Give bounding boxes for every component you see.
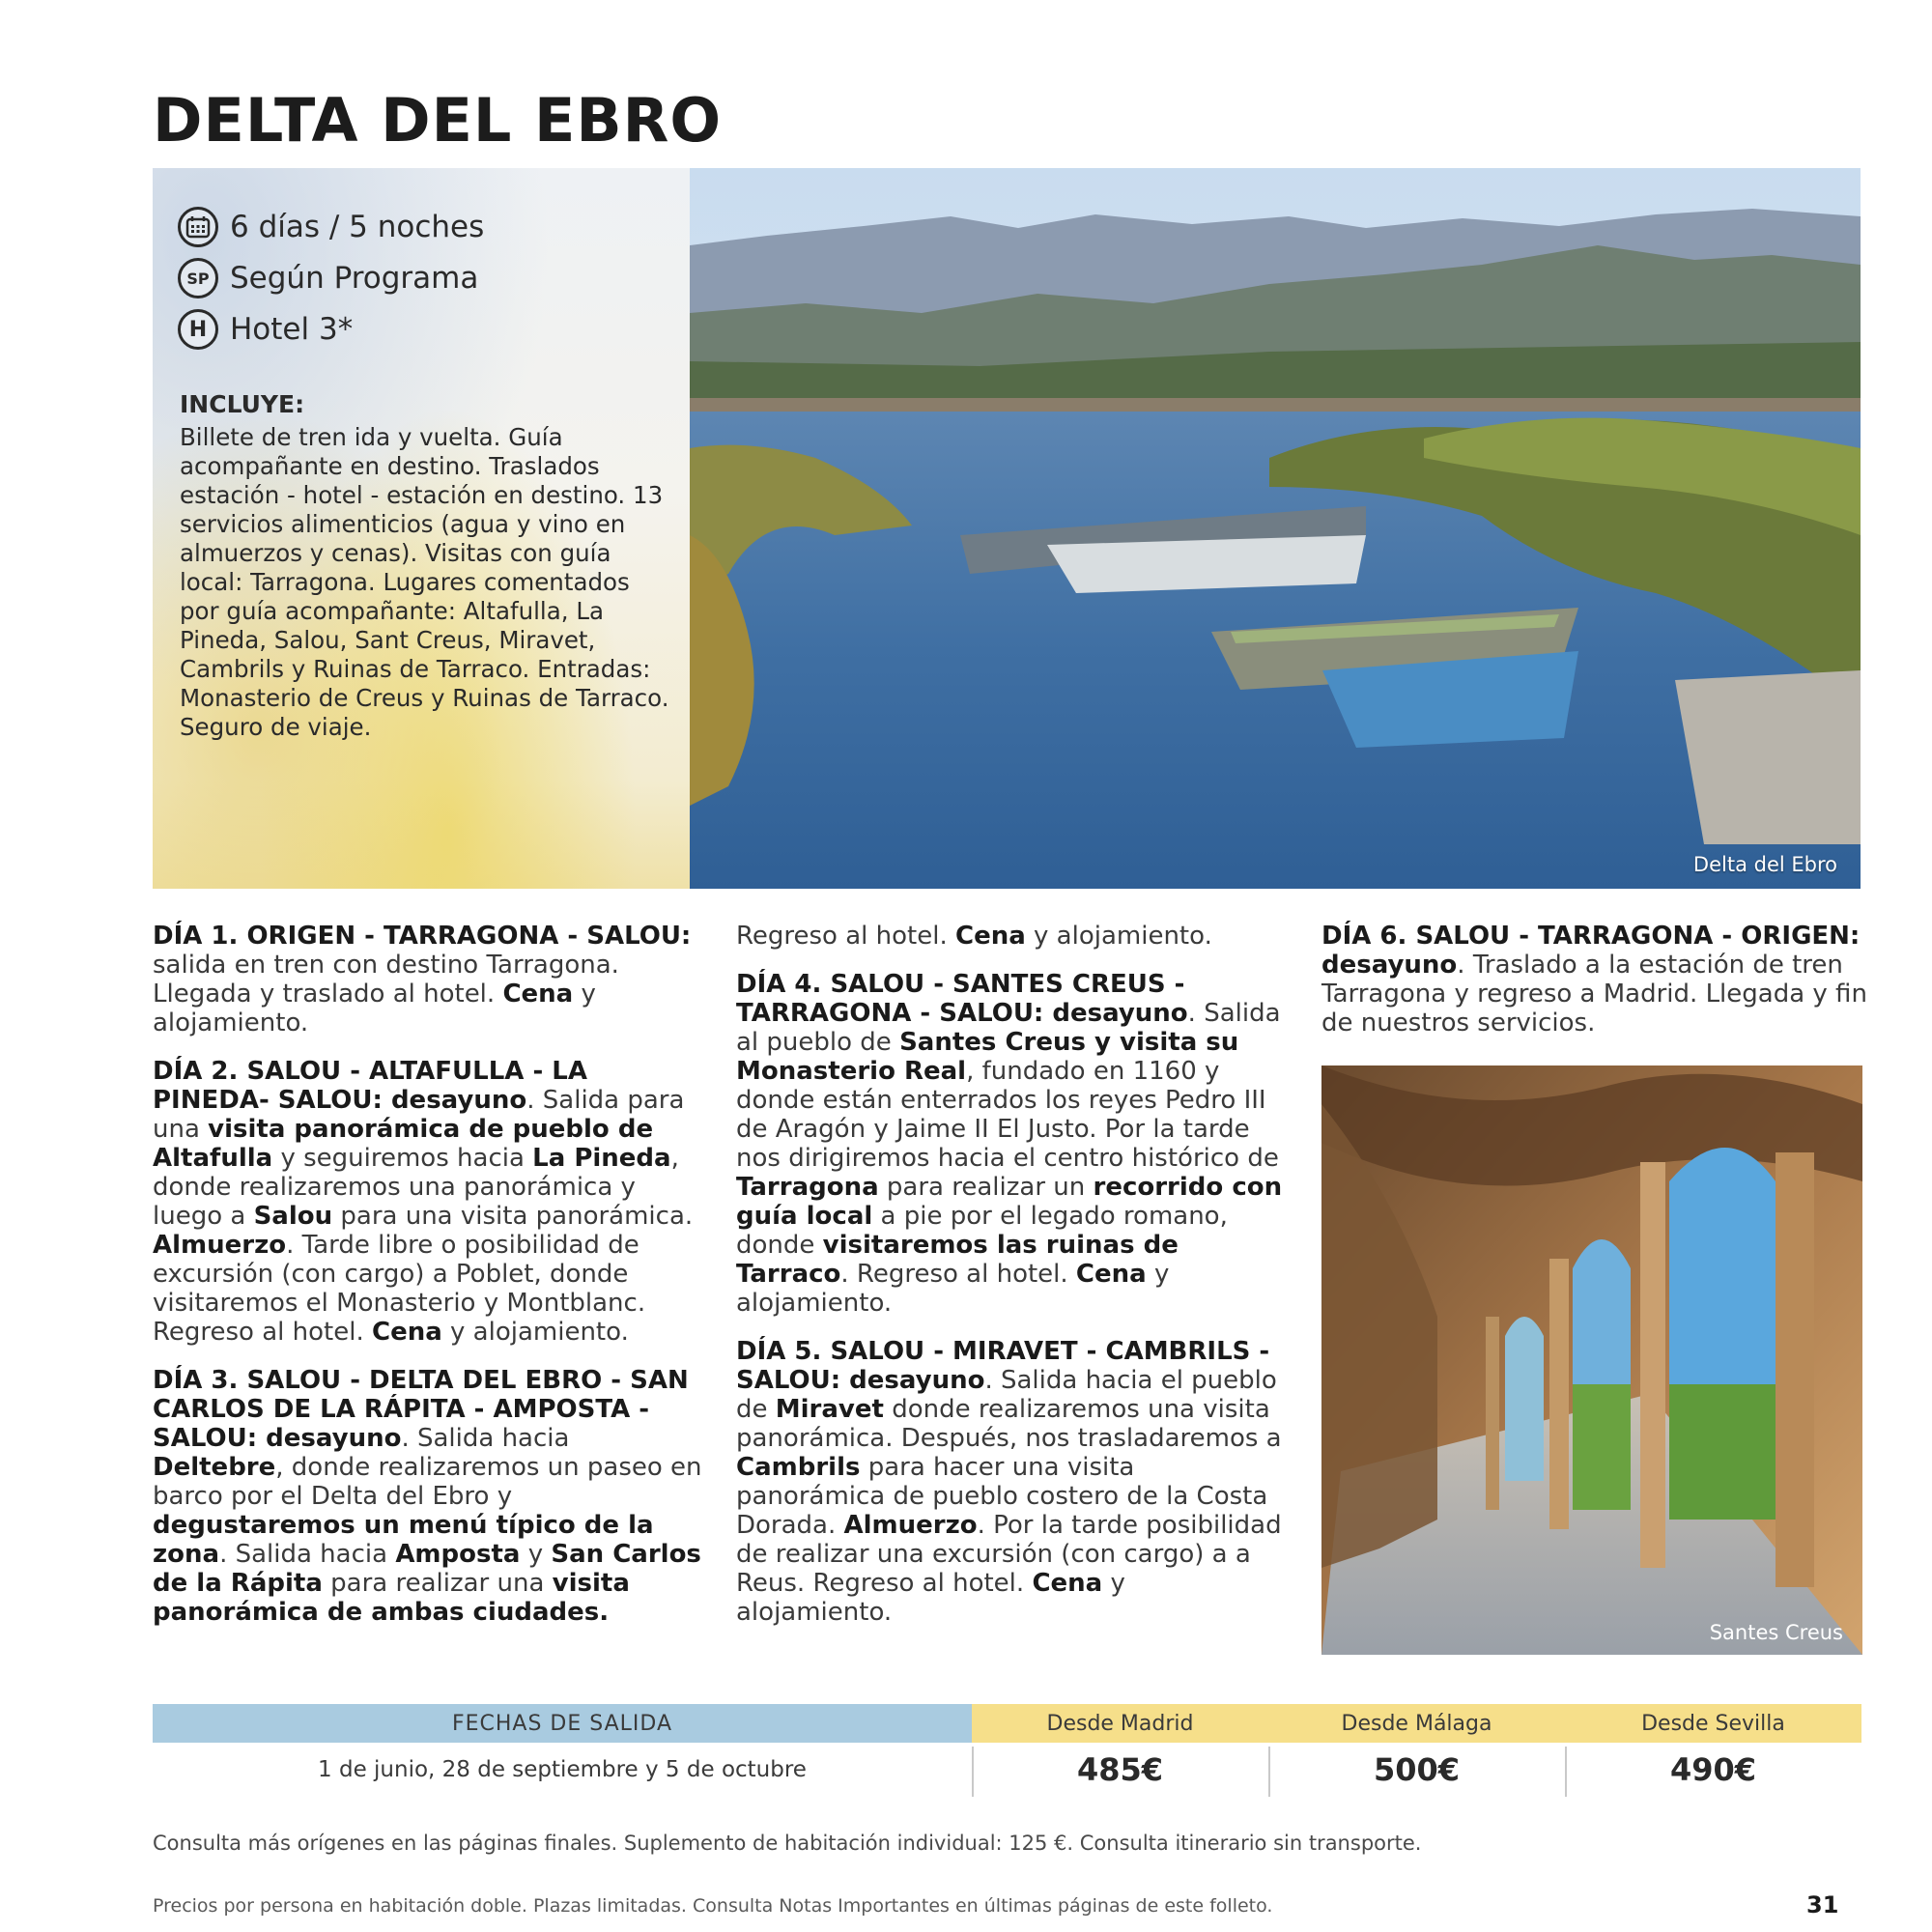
day-5-heading: DÍA 5. SALOU - MIRAVET - CAMBRILS - SALOU: desayuno — [736, 1337, 1270, 1395]
photo-delta-del-ebro — [690, 168, 1861, 889]
day-5: DÍA 5. SALOU - MIRAVET - CAMBRILS - SALOU: desayuno. Salida hacia el pueblo de Miravet donde realizaremos una visita panorámica. Después, nos trasladaremos a Cambrils para hacer una visita panorámica de pueblo costero de la Costa Dorada. Almuerzo. Por la tarde posibilidad de realizar una excursión (con cargo) a a Reus. Regreso al hotel. Cena y alojamiento. — [736, 1337, 1282, 1627]
page-number: 31 — [1806, 1891, 1839, 1918]
itinerary-column-2 — [736, 922, 1289, 1646]
itinerary-column-3 — [1321, 922, 1867, 1057]
feature-program — [178, 258, 478, 298]
city-header-sevilla: Desde Sevilla — [1565, 1704, 1861, 1743]
cloister-illustration — [1321, 1065, 1862, 1655]
photo-main-caption: Delta del Ebro — [1692, 853, 1837, 876]
day-1-heading: DÍA 1. ORIGEN - TARRAGONA - SALOU: — [153, 922, 692, 951]
footnote-prices: Precios por persona en habitación doble. Plazas limitadas. Consulta Notas Importantes en últimas páginas de este folleto. — [153, 1895, 1273, 1917]
photo-santes-creus — [1321, 1065, 1862, 1655]
incluye-body: Billete de tren ida y vuelta. Guía acompañante en destino. Traslados estación - hotel - estación en destino. 13 servicios alimenticios (agua y vino en almuerzos y cenas). Visitas con guía local: Tarragona. Lugares comentados por guía acompañante: Altafulla, La Pineda, Salou, Sant Creus, Miravet, Cambrils y Ruinas de Tarraco. Entradas: Monasterio de Creus y Ruinas de Tarraco. Seguro de viaje. — [180, 423, 669, 741]
day-6-heading: DÍA 6. SALOU - TARRAGONA - ORIGEN: desayuno — [1321, 922, 1861, 980]
day-3-heading: DÍA 3. SALOU - DELTA DEL EBRO - SAN CARLOS DE LA RÁPITA - AMPOSTA - SALOU: desayuno — [153, 1366, 689, 1453]
itinerary-column-1 — [153, 922, 705, 1646]
day-2: DÍA 2. SALOU - ALTAFULLA - LA PINEDA- SALOU: desayuno. Salida para una visita panorámica de pueblo de Altafulla y seguiremos hacia La Pineda, donde realizaremos una panorámica y luego a Salou para una visita panorámica. Almuerzo. Tarde libre o posibilidad de excursión (con cargo) a Poblet, donde visitaremos el Monasterio y Montblanc. Regreso al hotel. Cena y alojamiento. — [153, 1057, 694, 1347]
day-3: DÍA 3. SALOU - DELTA DEL EBRO - SAN CARLOS DE LA RÁPITA - AMPOSTA - SALOU: desayuno. Salida hacia Deltebre, donde realizaremos un paseo en barco por el Delta del Ebro y degustaremos un menú típico de la zona. Salida hacia Amposta y San Carlos de la Rápita para realizar una visita panorámica de ambas ciudades. — [153, 1366, 702, 1627]
feature-duration-text: 6 días / 5 noches — [230, 210, 485, 244]
footnote-origins: Consulta más orígenes en las páginas finales. Suplemento de habitación individual: 125 €. Consulta itinerario sin transporte. — [153, 1832, 1422, 1855]
price-malaga: 500€ — [1373, 1751, 1461, 1788]
calendar-icon — [178, 207, 218, 247]
city-header-malaga: Desde Málaga — [1268, 1704, 1565, 1743]
day-4-heading: DÍA 4. SALOU - SANTES CREUS -TARRAGONA - SALOU: desayuno — [736, 970, 1188, 1028]
photo-cloister-caption: Santes Creus — [1709, 1621, 1843, 1644]
day-3-continued: Regreso al hotel. Cena y alojamiento. — [736, 922, 1212, 951]
dates-header: FECHAS DE SALIDA — [153, 1704, 972, 1743]
info-panel — [153, 168, 690, 889]
page-title: DELTA DEL EBRO — [153, 85, 723, 156]
delta-landscape-illustration — [690, 168, 1861, 889]
day-2-heading: DÍA 2. SALOU - ALTAFULLA - LA PINEDA- SALOU: desayuno — [153, 1057, 587, 1115]
price-madrid: 485€ — [1076, 1751, 1164, 1788]
day-4: DÍA 4. SALOU - SANTES CREUS -TARRAGONA - SALOU: desayuno. Salida al pueblo de Santes Creus y visita su Monasterio Real, fundado en 1160 y donde están enterrados los reyes Pedro III de Aragón y Jaime II El Justo. Por la tarde nos dirigiremos hacia el centro histórico de Tarragona para realizar un recorrido con guía local a pie por el legado romano, donde visitaremos las ruinas de Tarraco. Regreso al hotel. Cena y alojamiento. — [736, 970, 1283, 1318]
feature-hotel — [178, 309, 353, 350]
departure-dates: 1 de junio, 28 de septiembre y 5 de octubre — [318, 1757, 807, 1782]
feature-hotel-text: Hotel 3* — [230, 312, 354, 347]
hotel-icon: H — [178, 309, 218, 350]
feature-duration — [178, 207, 484, 247]
sp-badge-icon: SP — [178, 258, 218, 298]
price-table — [153, 1704, 1862, 1797]
feature-program-text: Según Programa — [230, 261, 479, 296]
day-1: DÍA 1. ORIGEN - TARRAGONA - SALOU: salida en tren con destino Tarragona. Llegada y traslado al hotel. Cena y alojamiento. — [153, 922, 692, 1037]
incluye-heading: INCLUYE: — [180, 390, 305, 418]
day-6: DÍA 6. SALOU - TARRAGONA - ORIGEN: desayuno. Traslado a la estación de tren Tarragona y regreso a Madrid. Llegada y fin de nuestros servicios. — [1321, 922, 1867, 1037]
city-header-madrid: Desde Madrid — [972, 1704, 1268, 1743]
price-sevilla: 490€ — [1669, 1751, 1757, 1788]
